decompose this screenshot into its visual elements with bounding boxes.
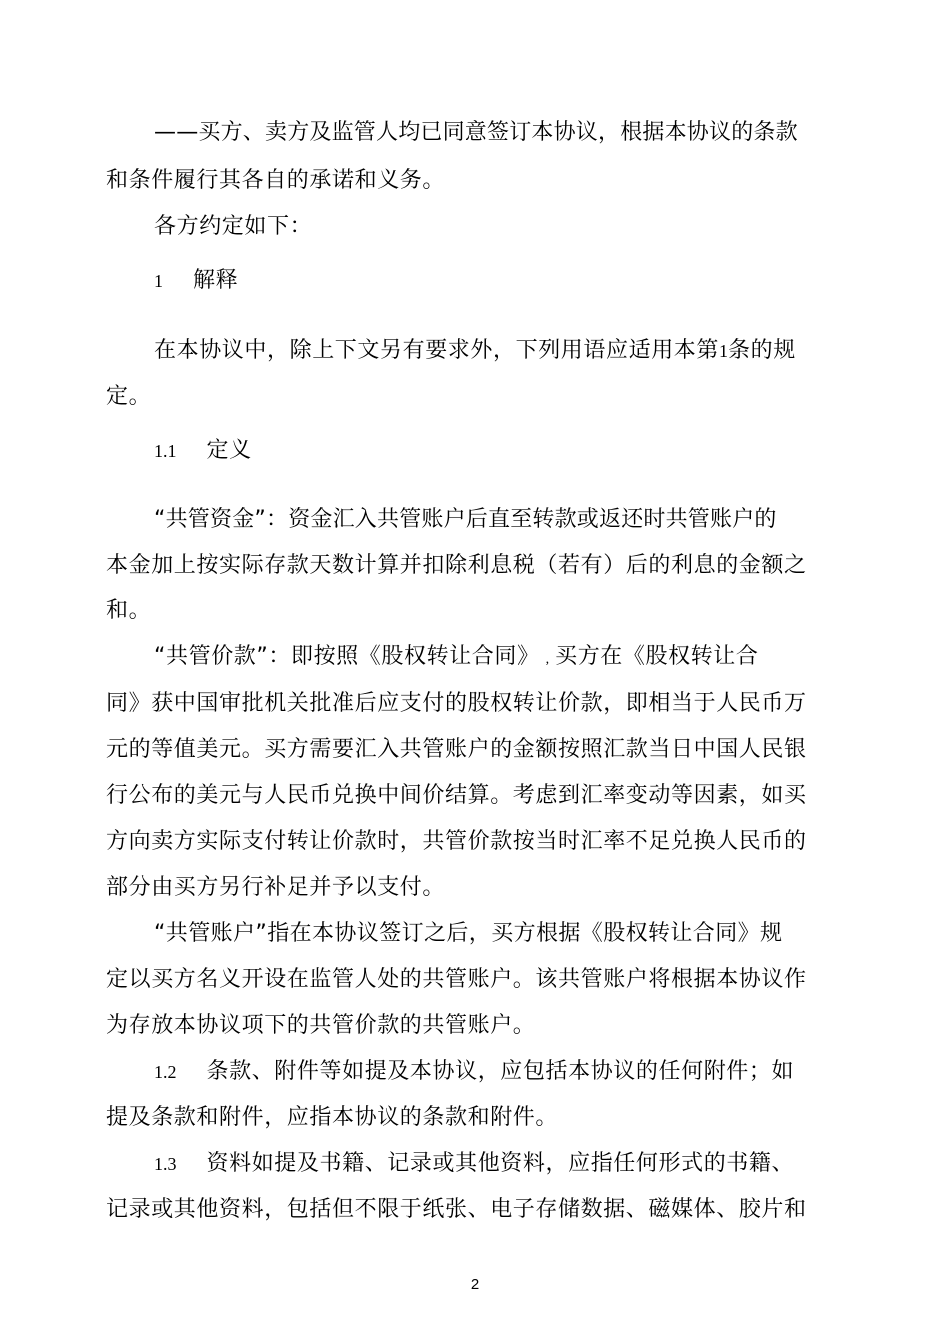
definition-line: 本金加上按实际存款天数计算并扣除利息税（若有）后的利息的金额之 [106,553,807,578]
definition-line: 定以买方名义开设在监管人处的共管账户。该共管账户将根据本协议作 [106,967,807,992]
clause-reference: 1 [719,341,729,361]
section-number: 1 [154,271,163,291]
line-text: 买方在《股权转让合 [555,644,759,669]
definition-line: “共管账户”指在本协议签订之后，买方根据《股权转让合同》规 [154,921,783,946]
paragraph-line: 记录或其他资料，包括但不限于纸张、电子存储数据、磁媒体、胶片和 [106,1197,807,1222]
section-number: 1.2 [154,1062,177,1082]
definition-line: 元的等值美元。买方需要汇入共管账户的金额按照汇款当日中国人民银 [106,737,807,762]
definition-line: “共管资金”：资金汇入共管账户后直至转款或返还时共管账户的 [154,507,777,532]
line-text: 在本协议中，除上下文另有要求外，下列用语应适用本第 [154,338,720,363]
paragraph-line: 各方约定如下： [154,214,313,239]
line-text: 条款、附件等如提及本协议，应包括本协议的任何附件；如 [206,1059,795,1084]
paragraph-line: ——买方、卖方及监管人均已同意签订本协议，根据本协议的条款 [154,120,798,145]
line-text: 条的规 [728,338,796,363]
definition-line [154,642,759,675]
clause-1-2 [154,1057,794,1087]
paragraph-line [154,336,796,366]
section-title: 定义 [206,438,252,463]
small-comma: , [545,652,550,667]
definition-line: 部分由买方另行补足并予以支付。 [106,875,446,900]
clause-1-3 [154,1149,794,1179]
definition-line: 为存放本协议项下的共管价款的共管账户。 [106,1013,536,1038]
section-title: 解释 [193,268,239,293]
section-heading-1-1 [154,436,252,466]
page-number: 2 [470,1276,480,1293]
line-text: 资料如提及书籍、记录或其他资料，应指任何形式的书籍、 [206,1151,795,1176]
definition-line: 行公布的美元与人民币兑换中间价结算。考虑到汇率变动等因素，如买 [106,783,807,808]
section-number: 1.3 [154,1154,177,1174]
definition-line: 方向卖方实际支付转让价款时，共管价款按当时汇率不足兑换人民币的 [106,829,807,854]
definition-line: 和。 [106,598,152,623]
section-heading-1 [154,266,238,296]
paragraph-line: 和条件履行其各自的承诺和义务。 [106,168,446,193]
paragraph-line: 提及条款和附件，应指本协议的条款和附件。 [106,1105,559,1130]
section-number: 1.1 [154,441,177,461]
paragraph-line: 定。 [106,384,152,409]
line-text: “共管价款”：即按照《股权转让合同》 [154,644,540,669]
definition-line: 同》获中国审批机关批准后应支付的股权转让价款，即相当于人民币万 [106,691,807,716]
